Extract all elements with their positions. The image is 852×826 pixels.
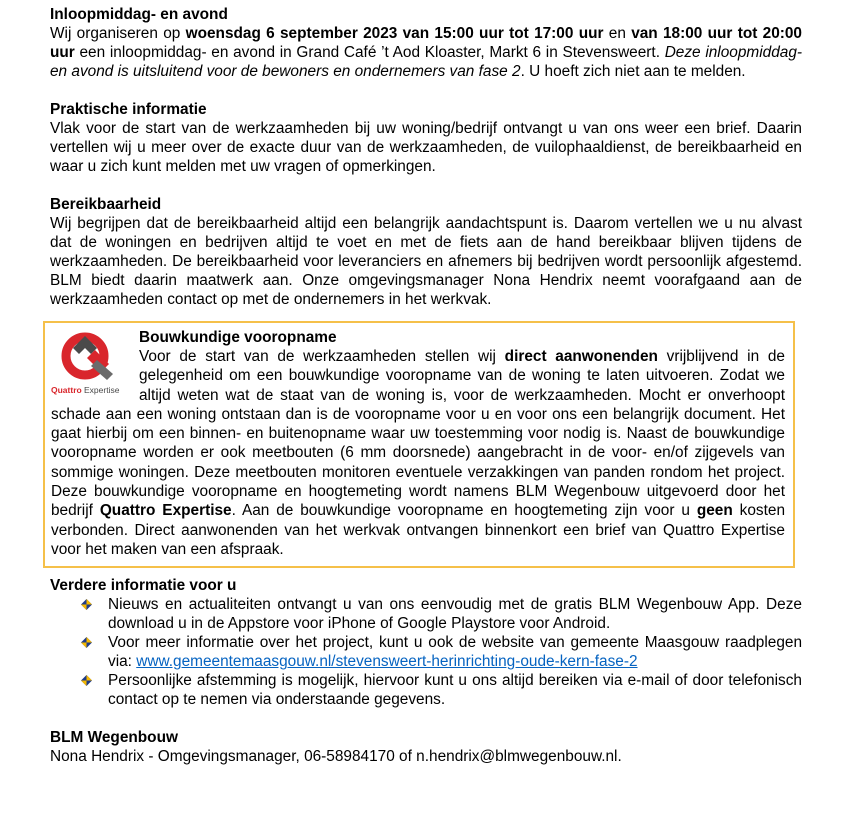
section-inloopmiddag — [50, 5, 802, 81]
gemeente-website-link[interactable]: www.gemeentemaasgouw.nl/stevensweert-herinrichting-oude-kern-fase-2 — [136, 653, 638, 671]
section-heading: Inloopmiddag- en avond — [50, 6, 228, 23]
body-text: Voor de start van de werkzaamheden stellen wij — [139, 348, 505, 365]
list-item — [50, 595, 802, 633]
body-text: en — [603, 25, 632, 42]
section-body: Wij begrijpen dat de bereikbaarheid altijd een belangrijk aandachtspunt is. Daarom vertellen we u nu alvast dat de woningen en bedrijven altijd te voet en met de fiets aan de hand bereikbaar blijven tijdens de werkzaamheden. De bereikbaarheid voor leveranciers en afnemers bij bedrijven wordt persoonlijk afgestemd. BLM biedt daarin maatwerk aan. Onze omgevingsmanager Nona Hendrix neemt voorafgaand aan de werkzaamheden contact op met de ondernemers in het werkvak. — [50, 215, 802, 308]
italic-note: Deze inloopmiddag- en avond is uitsluitend voor de bewoners en ondernemers van fase 2 — [50, 44, 803, 80]
list-item-text: Nieuws en actualiteiten ontvangt u van ons eenvoudig met de gratis BLM Wegenbouw App. Deze download u in de Appstore voor iPhone of Google Playstore voor Android. — [108, 596, 802, 633]
list-item-text: Persoonlijke afstemming is mogelijk, hiervoor kunt u ons altijd bereiken via e-mail of door telefonisch contact op te nemen via onderstaande gegevens. — [108, 672, 802, 709]
box-heading: Bouwkundige vooropname — [139, 329, 337, 346]
diamond-bullet-icon — [81, 599, 92, 610]
list-item-text: Voor meer informatie over het project, kunt u ook de website van gemeente Maasgouw raadplegen via: — [108, 634, 802, 671]
list-item — [50, 633, 802, 671]
info-bullet-list — [50, 595, 802, 709]
section-heading: Verdere informatie voor u — [50, 577, 237, 595]
date-time-1: woensdag 6 september 2023 van 15:00 uur tot 17:00 uur — [185, 25, 604, 42]
body-text: een inloopmiddag- en avond in Grand Café ’t Aod Kloaster, Markt 6 in Stevensweert. — [74, 44, 665, 61]
bold-geen: geen — [696, 502, 733, 520]
diamond-bullet-icon — [81, 637, 92, 648]
document-page — [50, 5, 802, 785]
contact-details: Nona Hendrix - Omgevingsmanager, 06-58984170 of n.hendrix@blmwegenbouw.nl. — [50, 748, 622, 766]
quattro-expertise-logo — [51, 328, 129, 400]
section-heading: Bereikbaarheid — [50, 196, 162, 213]
section-body: Vlak voor de start van de werkzaamheden bij uw woning/bedrijf ontvangt u van ons weer een brief. Daarin vertellen wij u meer over de exacte duur van de werkzaamheden, de vuilophaaldienst, de bereikbaarheid en waar u zich kunt melden met uw vragen of opmerkingen. — [50, 120, 802, 175]
bold-direct-aanwonenden: direct aanwonenden — [504, 348, 658, 365]
box-body — [51, 347, 785, 559]
body-text: Wij organiseren op — [50, 25, 186, 42]
section-heading: BLM Wegenbouw — [50, 729, 178, 747]
bold-quattro-expertise: Quattro Expertise — [99, 502, 232, 520]
body-text: . U hoeft zich niet aan te melden. — [520, 63, 746, 80]
quattro-logo-icon — [51, 328, 129, 400]
body-text: kosten verbonden. Direct aanwonenden van het werkvak ontvangen binnenkort een brief van Quattro Expertise voor het maken van een afspraak. — [51, 502, 785, 558]
body-text: . Aan de bouwkundige vooropname en hoogtemeting zijn voor u — [231, 502, 697, 520]
section-bereikbaarheid — [50, 195, 802, 309]
logo-text-quattro: Quattro — [51, 385, 82, 395]
section-heading: Praktische informatie — [50, 101, 207, 118]
section-verdere-informatie — [50, 576, 802, 709]
diamond-bullet-icon — [81, 675, 92, 686]
section-contact — [50, 728, 802, 766]
list-item — [50, 671, 802, 709]
vooropname-box — [43, 321, 795, 568]
logo-text-expertise: Expertise — [84, 385, 120, 395]
body-text: vrijblijvend in de gelegenheid om een bouwkundige vooropname van de woning te laten uitvoeren. Zodat we altijd weten wat de staat van de woning is, voor de werkzaamheden. Mocht er onverhoopt schade aan een woning ontstaan dan is de vooropname voor u en voor ons een belangrijk document. Het gaat hierbij om een binnen- en buitenopname waar uw toestemming voor nodig is. Naast de bouwkundige vooropname worden er ook meetbouten (6 mm doorsnede) aangebracht in de voor- en/of zijgevels van sommige woningen. Deze meetbouten monitoren eventuele verzakkingen van panden rondom het project. Deze bouwkundige vooropname en hoogtemeting wordt namens BLM Wegenbouw uitgevoerd door het bedrijf — [51, 348, 785, 520]
section-praktische-informatie — [50, 100, 802, 176]
date-time-2: van 18:00 uur tot 20:00 uur — [50, 25, 802, 61]
section-body — [50, 24, 802, 81]
